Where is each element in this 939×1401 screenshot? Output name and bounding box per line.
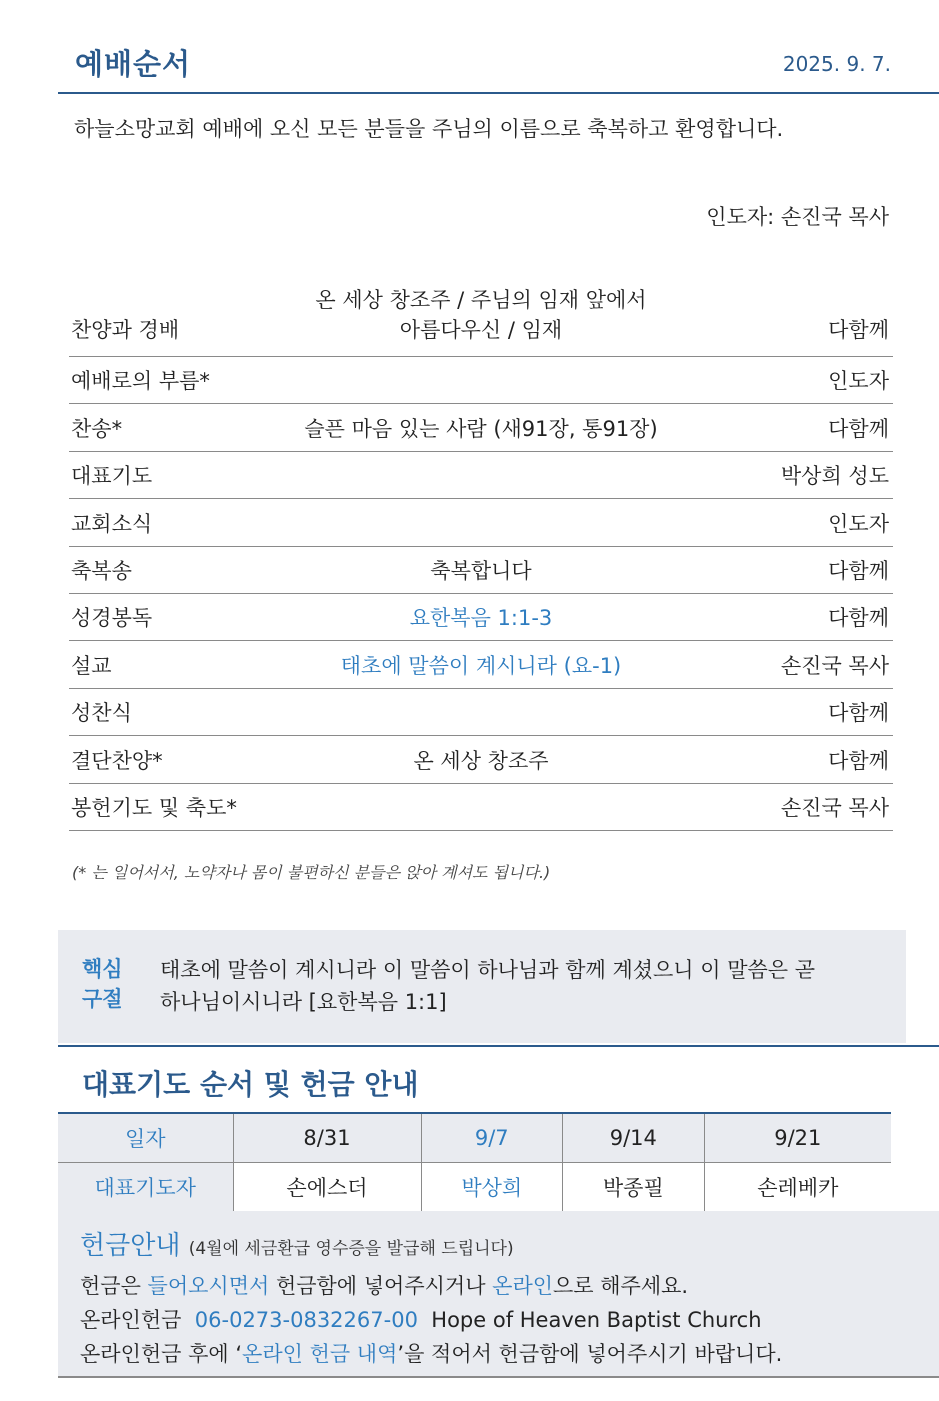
scripture-reading-link[interactable]: 요한복음 1:1-3: [409, 606, 553, 631]
offering-info-box: [58, 1211, 939, 1378]
account-holder: Hope of Heaven Baptist Church: [417, 1308, 762, 1332]
order-item-who: 다함께: [828, 701, 889, 726]
order-item-name: 설교: [71, 653, 112, 678]
service-date: 2025. 9. 7.: [782, 52, 891, 76]
order-item-detail: 축복합니다: [430, 558, 532, 583]
order-item-who: 다함께: [828, 318, 889, 342]
key-verse-text: [160, 954, 890, 1018]
date-cell: 9/21: [704, 1113, 891, 1162]
prayer-leader-cell: 손레베카: [704, 1162, 891, 1211]
account-number[interactable]: 06-0273-0832267-00: [194, 1308, 418, 1332]
offering-text: 으로 해주세요.: [553, 1274, 689, 1298]
date-cell: 9/14: [563, 1113, 705, 1162]
online-highlight: 온라인: [492, 1274, 554, 1298]
order-item-name: 결단찬양*: [71, 748, 163, 773]
order-item-name: 예배로의 부름*: [71, 369, 210, 394]
offering-line-3: [80, 1338, 782, 1368]
order-item-name: 성찬식: [71, 701, 132, 726]
offering-text: ’을 적어서 헌금함에 넣어주시기 바랍니다.: [397, 1342, 783, 1366]
key-verse-line1: 태초에 말씀이 계시니라 이 말씀이 하나님과 함께 계셨으니 이 말씀은 곧: [160, 958, 816, 982]
order-item-who: 인도자: [828, 511, 889, 536]
table-row: [58, 1162, 891, 1211]
offering-text: 온라인헌금: [80, 1308, 195, 1332]
prayer-leader-cell: 손에스더: [233, 1162, 421, 1211]
offering-highlight: 들어오시면서: [147, 1274, 270, 1298]
section-divider: [58, 1045, 939, 1047]
key-verse-line2: 하나님이시니라 [요한복음 1:1]: [160, 990, 447, 1014]
order-item-who: 다함께: [828, 416, 889, 441]
key-verse-label-line1: 핵심: [82, 957, 123, 981]
order-item-name: 대표기도: [71, 464, 153, 489]
order-item-detail: 온 세상 창조주: [413, 748, 549, 773]
offering-text: 헌금은: [80, 1274, 148, 1298]
date-row-label: 일자: [58, 1113, 233, 1162]
offering-text: 헌금함에 넣어주시거나: [269, 1274, 493, 1298]
standing-note: (* 는 일어서서, 노약자나 몸이 불편하신 분들은 앉아 계셔도 됩니다.): [72, 863, 551, 882]
order-item-name: 찬양과 경배: [71, 318, 180, 342]
service-leader: 인도자: 손진국 목사: [706, 205, 889, 229]
order-item-name: 성경봉독: [71, 606, 153, 631]
schedule-title: 대표기도 순서 및 헌금 안내: [82, 1068, 419, 1101]
order-item-who: 손진국 목사: [780, 795, 889, 820]
offering-text: 온라인헌금 후에 ‘: [80, 1342, 243, 1366]
prayer-schedule-table: [58, 1112, 891, 1212]
prayer-leader-row-label: 대표기도자: [58, 1162, 233, 1211]
welcome-message: 하늘소망교회 예배에 오신 모든 분들을 주님의 이름으로 축복하고 환영합니다.: [74, 117, 784, 141]
sermon-title-link[interactable]: 태초에 말씀이 계시니라 (요-1): [340, 653, 622, 678]
offering-heading: [80, 1225, 514, 1262]
order-row: [69, 280, 893, 357]
order-item-who: 다함께: [828, 558, 889, 583]
order-item-name: 교회소식: [71, 511, 153, 536]
order-row: [69, 499, 893, 546]
prayer-leader-cell-current: 박상희: [421, 1162, 563, 1211]
prayer-leader-cell: 박종필: [563, 1162, 705, 1211]
order-row: [69, 641, 893, 688]
order-item-who: 박상희 성도: [780, 464, 889, 489]
order-row: [69, 736, 893, 783]
date-cell: 8/31: [233, 1113, 421, 1162]
offering-line-2: [80, 1304, 762, 1334]
key-verse-box: [58, 930, 906, 1043]
online-history-highlight: 온라인 헌금 내역: [242, 1342, 398, 1366]
order-row: [69, 784, 893, 831]
order-row: [69, 689, 893, 736]
order-detail-top: 온 세상 창조주 / 주님의 임재 앞에서: [315, 288, 647, 312]
order-item-who: 다함께: [828, 748, 889, 773]
order-item-detail: 아름다우신 / 임재: [399, 318, 563, 342]
date-cell-current: 9/7: [421, 1113, 563, 1162]
order-item-who: 다함께: [828, 606, 889, 631]
order-row: [69, 357, 893, 404]
order-of-worship: [69, 280, 893, 831]
order-item-who: 손진국 목사: [780, 653, 889, 678]
order-item-detail: 슬픈 마음 있는 사람 (새91장, 통91장): [304, 416, 658, 441]
order-item-who: 인도자: [828, 369, 889, 394]
key-verse-label: [82, 954, 142, 1014]
header-divider: [58, 92, 939, 94]
order-item-name: 봉헌기도 및 축도*: [71, 795, 237, 820]
offering-subtitle: (4월에 세금환급 영수증을 발급해 드립니다): [188, 1239, 514, 1259]
table-row: [58, 1113, 891, 1162]
order-row: [69, 404, 893, 451]
page-title: 예배순서: [75, 47, 192, 81]
order-row: [69, 547, 893, 594]
order-row: [69, 452, 893, 499]
order-row: [69, 594, 893, 641]
order-item-name: 축복송: [71, 558, 132, 583]
order-item-name: 찬송*: [71, 416, 123, 441]
offering-title: 헌금안내: [80, 1231, 181, 1261]
offering-line-1: [80, 1270, 688, 1300]
key-verse-label-line2: 구절: [82, 987, 123, 1011]
